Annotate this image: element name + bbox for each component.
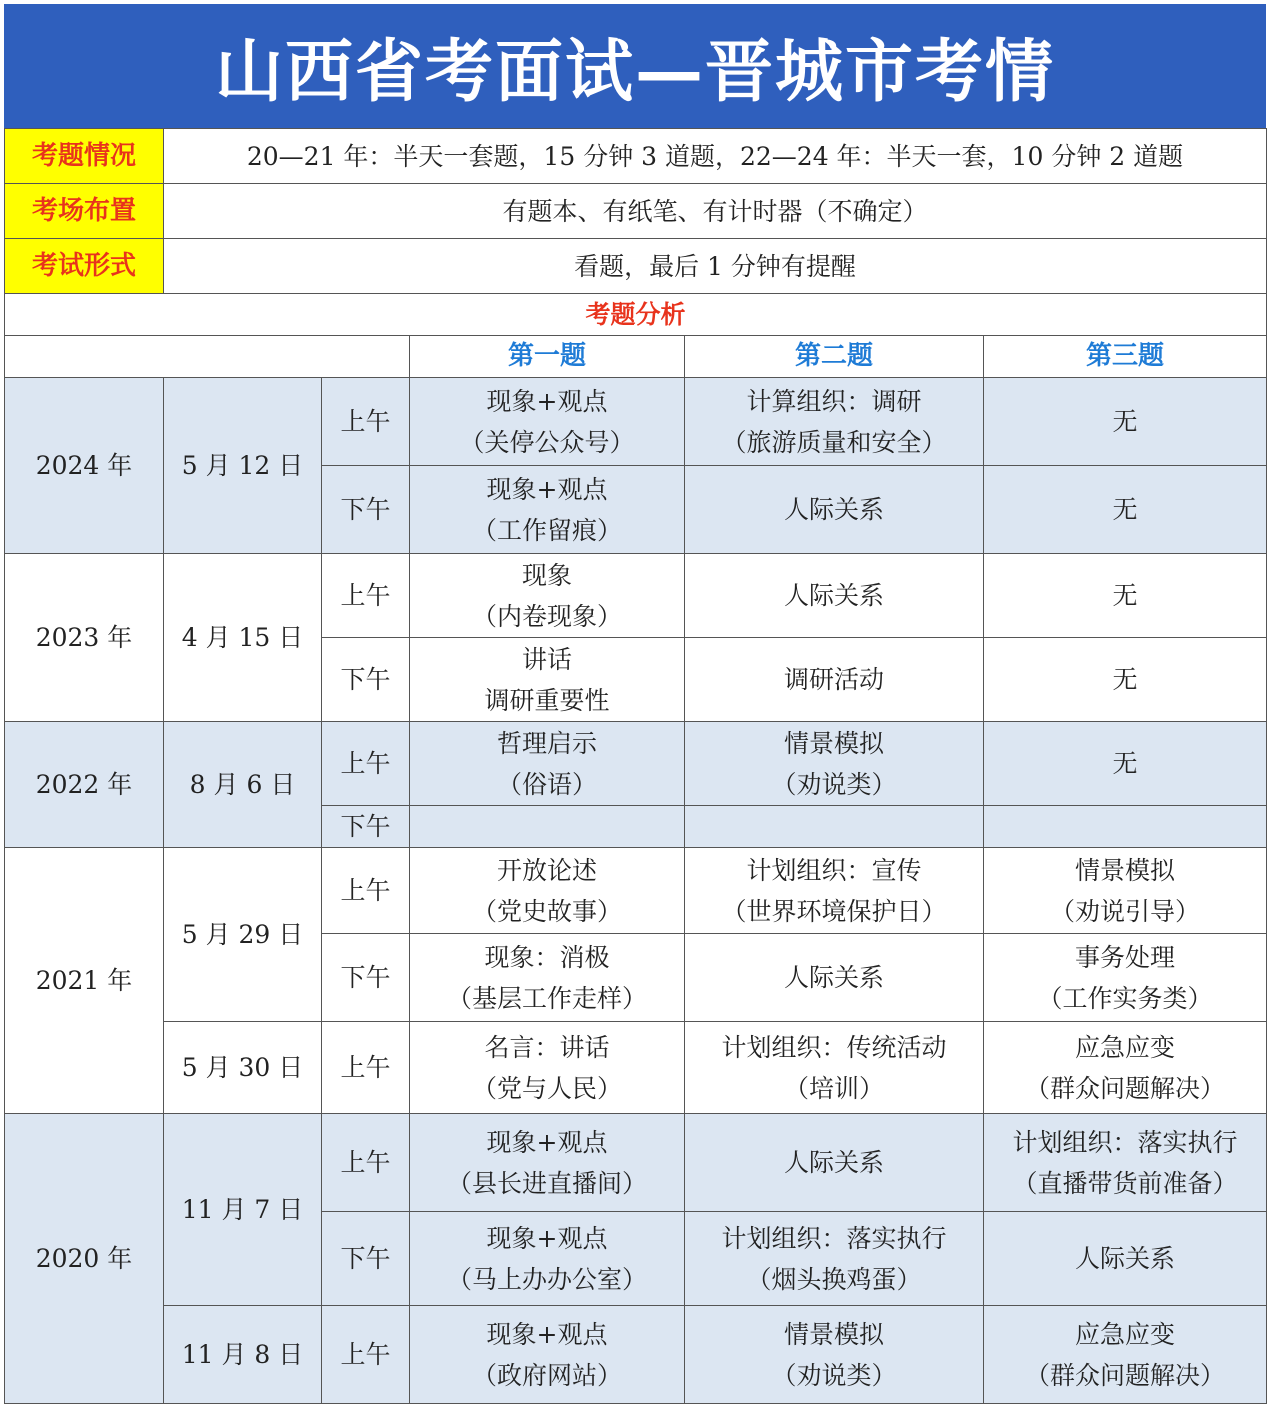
- q1-cell: [410, 934, 685, 1022]
- q3-cell: [984, 1022, 1267, 1114]
- period-cell: 下午: [322, 638, 410, 722]
- q1-cell: [410, 1114, 685, 1212]
- q1-topic: （党史故事）: [471, 896, 622, 926]
- q3-cell: 无: [984, 378, 1267, 466]
- info-text: 看题，最后 1 分钟有提醒: [164, 239, 1267, 294]
- q2-topic: （世界环境保护日）: [721, 896, 947, 926]
- period-cell: 上午: [322, 722, 410, 806]
- q3-type: 情景模拟: [1074, 855, 1175, 885]
- period-cell: 下午: [322, 1212, 410, 1306]
- date-cell: 4 月 15 日: [164, 554, 322, 722]
- q1-topic: （基层工作走样）: [446, 983, 647, 1013]
- q1-cell: [410, 554, 685, 638]
- q1-type: 现象+观点: [486, 1319, 608, 1349]
- q3-type: 应急应变: [1074, 1319, 1175, 1349]
- info-label: 考试形式: [5, 239, 164, 294]
- q3-topic: （工作实务类）: [1037, 983, 1213, 1013]
- period-cell: 上午: [322, 554, 410, 638]
- q3-cell: [984, 1114, 1267, 1212]
- q2-type: 计划组织：宣传: [746, 855, 922, 885]
- q1-cell: [410, 806, 685, 848]
- q2-cell: 人际关系: [685, 466, 984, 554]
- q2-cell: [685, 378, 984, 466]
- header-blank: [5, 336, 410, 378]
- q1-topic: （政府网站）: [471, 1360, 622, 1390]
- page-title: 山西省考面试—晋城市考情: [4, 4, 1266, 128]
- q2-cell: 人际关系: [685, 1114, 984, 1212]
- q1-cell: [410, 1022, 685, 1114]
- column-header-q3: 第三题: [984, 336, 1267, 378]
- q3-cell: 无: [984, 466, 1267, 554]
- date-cell: 11 月 7 日: [164, 1114, 322, 1306]
- period-cell: 上午: [322, 378, 410, 466]
- q2-type: 情景模拟: [783, 1319, 884, 1349]
- q1-cell: [410, 848, 685, 934]
- q2-cell: 人际关系: [685, 934, 984, 1022]
- info-label: 考题情况: [5, 129, 164, 184]
- q1-topic: （关停公众号）: [459, 427, 635, 457]
- q2-topic: （旅游质量和安全）: [721, 427, 947, 457]
- q2-topic: （劝说类）: [771, 769, 897, 799]
- q2-topic: （培训）: [783, 1073, 884, 1103]
- q1-cell: [410, 722, 685, 806]
- q2-cell: 人际关系: [685, 554, 984, 638]
- date-cell: 5 月 29 日: [164, 848, 322, 1022]
- date-cell: 5 月 30 日: [164, 1022, 322, 1114]
- q1-topic: （俗语）: [496, 769, 597, 799]
- q1-topic: （党与人民）: [471, 1073, 622, 1103]
- q2-type: 情景模拟: [783, 728, 884, 758]
- q3-type: 事务处理: [1074, 942, 1175, 972]
- q2-cell: [685, 1022, 984, 1114]
- info-label: 考场布置: [5, 184, 164, 239]
- column-header-q2: 第二题: [685, 336, 984, 378]
- q3-topic: （直播带货前准备）: [1012, 1168, 1238, 1198]
- q1-type: 哲理启示: [496, 728, 597, 758]
- q1-topic: （马上办办公室）: [446, 1264, 647, 1294]
- q1-topic: 调研重要性: [484, 685, 610, 715]
- q1-cell: [410, 378, 685, 466]
- q1-type: 现象+观点: [486, 1127, 608, 1157]
- q2-cell: 调研活动: [685, 638, 984, 722]
- q1-cell: [410, 1212, 685, 1306]
- date-cell: 5 月 12 日: [164, 378, 322, 554]
- q1-topic: （工作留痕）: [471, 515, 622, 545]
- year-cell: 2023 年: [5, 554, 164, 722]
- q3-cell: [984, 848, 1267, 934]
- q2-type: 计划组织：传统活动: [721, 1032, 947, 1062]
- year-cell: 2021 年: [5, 848, 164, 1114]
- analysis-title: 考题分析: [5, 294, 1267, 336]
- q3-cell: [984, 1306, 1267, 1404]
- period-cell: 上午: [322, 1306, 410, 1404]
- q2-topic: （劝说类）: [771, 1360, 897, 1390]
- q1-topic: （内卷现象）: [471, 601, 622, 631]
- q2-type: 计划组织：落实执行: [721, 1223, 947, 1253]
- q1-topic: （县长进直播间）: [446, 1168, 647, 1198]
- q3-cell: 人际关系: [984, 1212, 1267, 1306]
- q3-topic: （群众问题解决）: [1024, 1073, 1225, 1103]
- period-cell: 下午: [322, 934, 410, 1022]
- period-cell: 上午: [322, 1114, 410, 1212]
- date-cell: 11 月 8 日: [164, 1306, 322, 1404]
- column-header-q1: 第一题: [410, 336, 685, 378]
- q1-type: 现象+观点: [486, 1223, 608, 1253]
- period-cell: 下午: [322, 466, 410, 554]
- q3-topic: （群众问题解决）: [1024, 1360, 1225, 1390]
- q1-cell: [410, 638, 685, 722]
- q2-type: 计算组织：调研: [746, 386, 922, 416]
- q1-cell: [410, 1306, 685, 1404]
- q1-type: 开放论述: [496, 855, 597, 885]
- period-cell: 上午: [322, 1022, 410, 1114]
- q2-cell: [685, 848, 984, 934]
- q2-cell: [685, 1306, 984, 1404]
- year-cell: 2020 年: [5, 1114, 164, 1404]
- period-cell: 下午: [322, 806, 410, 848]
- q2-cell: [685, 1212, 984, 1306]
- q1-type: 讲话: [521, 644, 572, 674]
- q3-cell: 无: [984, 722, 1267, 806]
- year-cell: 2024 年: [5, 378, 164, 554]
- q1-type: 现象：消极: [484, 942, 610, 972]
- info-text: 20—21 年：半天一套题，15 分钟 3 道题，22—24 年：半天一套，10 分钟 2 道题: [164, 129, 1267, 184]
- info-text: 有题本、有纸笔、有计时器（不确定）: [164, 184, 1267, 239]
- q3-cell: [984, 934, 1267, 1022]
- q2-cell: [685, 722, 984, 806]
- year-cell: 2022 年: [5, 722, 164, 848]
- info-table: [4, 128, 1267, 1404]
- q1-type: 现象+观点: [486, 386, 608, 416]
- q2-topic: （烟头换鸡蛋）: [746, 1264, 922, 1294]
- q2-cell: [685, 806, 984, 848]
- q1-type: 现象+观点: [486, 474, 608, 504]
- q1-cell: [410, 466, 685, 554]
- q3-cell: [984, 806, 1267, 848]
- q3-type: 应急应变: [1074, 1032, 1175, 1062]
- q3-cell: 无: [984, 554, 1267, 638]
- q3-cell: 无: [984, 638, 1267, 722]
- q1-type: 现象: [521, 560, 572, 590]
- date-cell: 8 月 6 日: [164, 722, 322, 848]
- q3-type: 计划组织：落实执行: [1012, 1127, 1238, 1157]
- q1-type: 名言：讲话: [484, 1032, 610, 1062]
- period-cell: 上午: [322, 848, 410, 934]
- q3-topic: （劝说引导）: [1049, 896, 1200, 926]
